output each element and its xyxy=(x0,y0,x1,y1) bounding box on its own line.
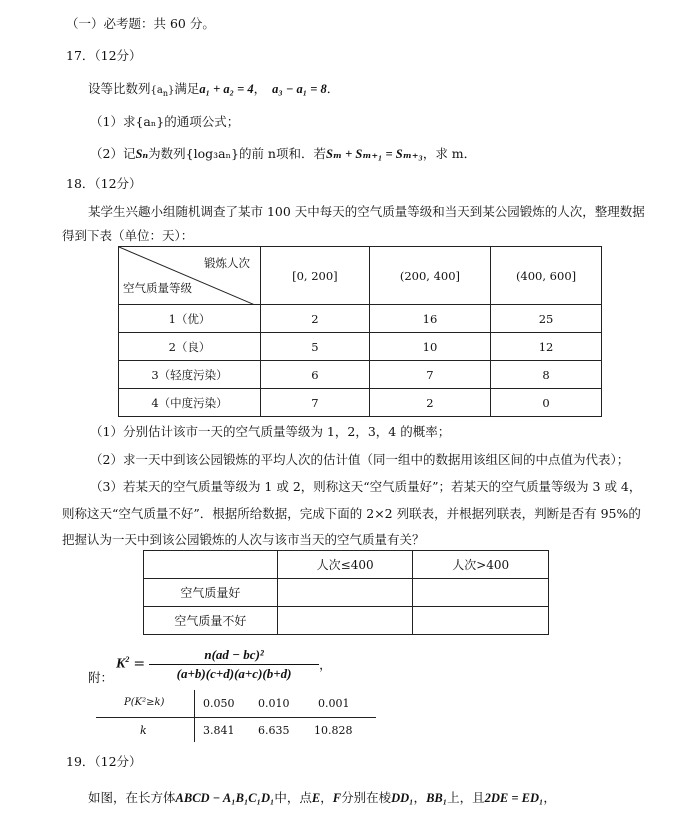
formula-numerator: n(ad − bc)² xyxy=(204,646,264,662)
q18-part2: （2）求一天中到该公园锻炼的平均人次的估计值（同一组中的数据用该组区间的中点值为代表）； xyxy=(90,452,630,467)
row-label: 2（良） xyxy=(119,333,261,361)
q17-seq-sub: n xyxy=(162,89,168,98)
section-heading: （一）必考题：共 60 分。 xyxy=(66,16,215,31)
row-label: 4（中度污染） xyxy=(119,389,261,417)
p-label: P(K²≥k) xyxy=(124,697,165,708)
k-value: 6.635 xyxy=(258,724,290,737)
cell: 2 xyxy=(369,389,490,417)
cell: 8 xyxy=(491,361,602,389)
air-quality-table xyxy=(118,246,602,417)
q19-stem-mid2: 分别在棱 xyxy=(341,790,392,805)
cell: 7 xyxy=(369,361,490,389)
p-value: 0.050 xyxy=(203,697,235,710)
p-value: 0.010 xyxy=(258,697,290,710)
cell: 16 xyxy=(369,305,490,333)
formula-end: ， xyxy=(319,657,332,672)
q17-cond-sep: ， xyxy=(253,81,267,96)
formula-fraction xyxy=(149,647,319,682)
table1-header-row xyxy=(119,247,602,305)
table-row xyxy=(119,333,602,361)
blank-cell[interactable] xyxy=(277,607,413,635)
q18-intro-line2: 得到下表（单位：天）： xyxy=(62,228,194,243)
col-header xyxy=(144,551,278,579)
q18-part1: （1）分别估计该市一天的空气质量等级为 1，2，3，4 的概率； xyxy=(90,424,451,439)
q19-edge1: DD₁ xyxy=(391,791,414,805)
table-row xyxy=(119,361,602,389)
q19-stem-pre: 如图，在长方体 xyxy=(88,790,176,805)
row-label: 空气质量好 xyxy=(144,579,278,607)
col-header: (400, 600] xyxy=(491,247,602,305)
q17-stem xyxy=(88,79,339,98)
cell: 2 xyxy=(260,305,369,333)
cell: 12 xyxy=(491,333,602,361)
col-header: (200, 400] xyxy=(369,247,490,305)
appendix-label: 附： xyxy=(88,670,114,685)
q19-point-e: E xyxy=(311,791,321,805)
p-value: 0.001 xyxy=(318,697,350,710)
k-value: 3.841 xyxy=(203,724,235,737)
q17-part2 xyxy=(90,144,476,162)
q19-stem-mid1: 中，点 xyxy=(274,790,312,805)
q19-point-f: F xyxy=(332,791,342,805)
q19-edge-sep: ， xyxy=(413,790,427,805)
row-label: 1（优） xyxy=(119,305,261,333)
q17-part1: （1）求{aₙ}的通项公式； xyxy=(90,114,240,129)
formula-k: K xyxy=(116,656,126,672)
formula-eq: = xyxy=(133,656,146,672)
q17-p2-S: Sₙ xyxy=(135,147,149,161)
k-label: k xyxy=(140,724,147,737)
formula-sup: 2 xyxy=(125,655,130,665)
q19-cond: 2DE = ED₁ xyxy=(484,791,544,805)
fraction-bar xyxy=(149,664,319,665)
row-label: 空气质量不好 xyxy=(144,607,278,635)
table3-vline xyxy=(194,690,195,742)
cell: 25 xyxy=(491,305,602,333)
col-header: [0, 200] xyxy=(260,247,369,305)
formula-denominator: (a+b)(c+d)(a+c)(b+d) xyxy=(176,665,292,681)
q18-part3-line1: （3）若某天的空气质量等级为 1 或 2，则称这天“空气质量好”；若某天的空气质量等级为 3 或 4， xyxy=(90,479,642,494)
table-row xyxy=(119,305,602,333)
table-row xyxy=(119,389,602,417)
q17-seq xyxy=(151,85,175,96)
q17-seq-a: {a xyxy=(150,85,163,96)
blank-cell[interactable] xyxy=(413,579,549,607)
table3-hline xyxy=(96,717,376,718)
q19-header: 19．（12分） xyxy=(66,754,142,769)
q19-stem-mid3: 上，且 xyxy=(447,790,485,805)
q18-part3-line2: 则称这天“空气质量不好”．根据所给数据，完成下面的 2×2 列联表，并根据列联表，判断是否有 95%的 xyxy=(62,506,641,521)
table-row xyxy=(144,607,549,635)
diag-top-label: 锻炼人次 xyxy=(203,256,250,270)
contingency-table xyxy=(143,550,549,635)
table1-diagonal-cell xyxy=(119,247,261,305)
q17-stem-text: 设等比数列 xyxy=(88,81,151,96)
q17-cond1: a₁ + a₂ = 4 xyxy=(199,82,254,96)
q18-part3-line3: 把握认为一天中到该公园锻炼的人次与该市当天的空气质量有关？ xyxy=(62,532,425,547)
q19-edge2: BB₁ xyxy=(426,791,448,805)
cell: 5 xyxy=(260,333,369,361)
cell: 10 xyxy=(369,333,490,361)
q17-p2-end: ，求 m． xyxy=(422,146,477,161)
cell: 7 xyxy=(260,389,369,417)
q17-p2-mid: 为数列{log₃aₙ}的前 n项和．若 xyxy=(148,146,326,161)
q17-stem-mid: 满足 xyxy=(174,81,200,96)
q17-header: 17．（12分） xyxy=(66,48,142,63)
q17-seq-end: } xyxy=(168,85,175,96)
table-row xyxy=(144,579,549,607)
q17-cond2: a₃ − a₁ = 8 xyxy=(272,82,327,96)
blank-cell[interactable] xyxy=(413,607,549,635)
q19-sep: ， xyxy=(320,790,333,805)
col-header: 人次≤400 xyxy=(277,551,413,579)
q17-stem-end: ． xyxy=(326,81,340,96)
table2-header-row xyxy=(144,551,549,579)
q19-stem-end: ， xyxy=(543,790,556,805)
diag-bottom-label: 空气质量等级 xyxy=(123,281,192,295)
formula-lhs xyxy=(116,655,129,673)
cell: 0 xyxy=(491,389,602,417)
q18-intro-line1: 某学生兴趣小组随机调查了某市 100 天中每天的空气质量等级和当天到某公园锻炼的人次，整理数据 xyxy=(88,204,645,219)
k-value: 10.828 xyxy=(314,724,353,737)
cell: 6 xyxy=(260,361,369,389)
blank-cell[interactable] xyxy=(277,579,413,607)
q18-header: 18．（12分） xyxy=(66,176,142,191)
chi-square-formula xyxy=(116,642,332,686)
q19-stem xyxy=(88,788,556,806)
q17-p2-pre: （2）记 xyxy=(90,146,136,161)
col-header: 人次>400 xyxy=(413,551,549,579)
critical-value-table xyxy=(96,690,376,742)
q19-solid: ABCD − A₁B₁C₁D₁ xyxy=(175,791,275,805)
q17-p2-eq: Sₘ + Sₘ₊₁ = Sₘ₊₃ xyxy=(325,147,423,161)
row-label: 3（轻度污染） xyxy=(119,361,261,389)
